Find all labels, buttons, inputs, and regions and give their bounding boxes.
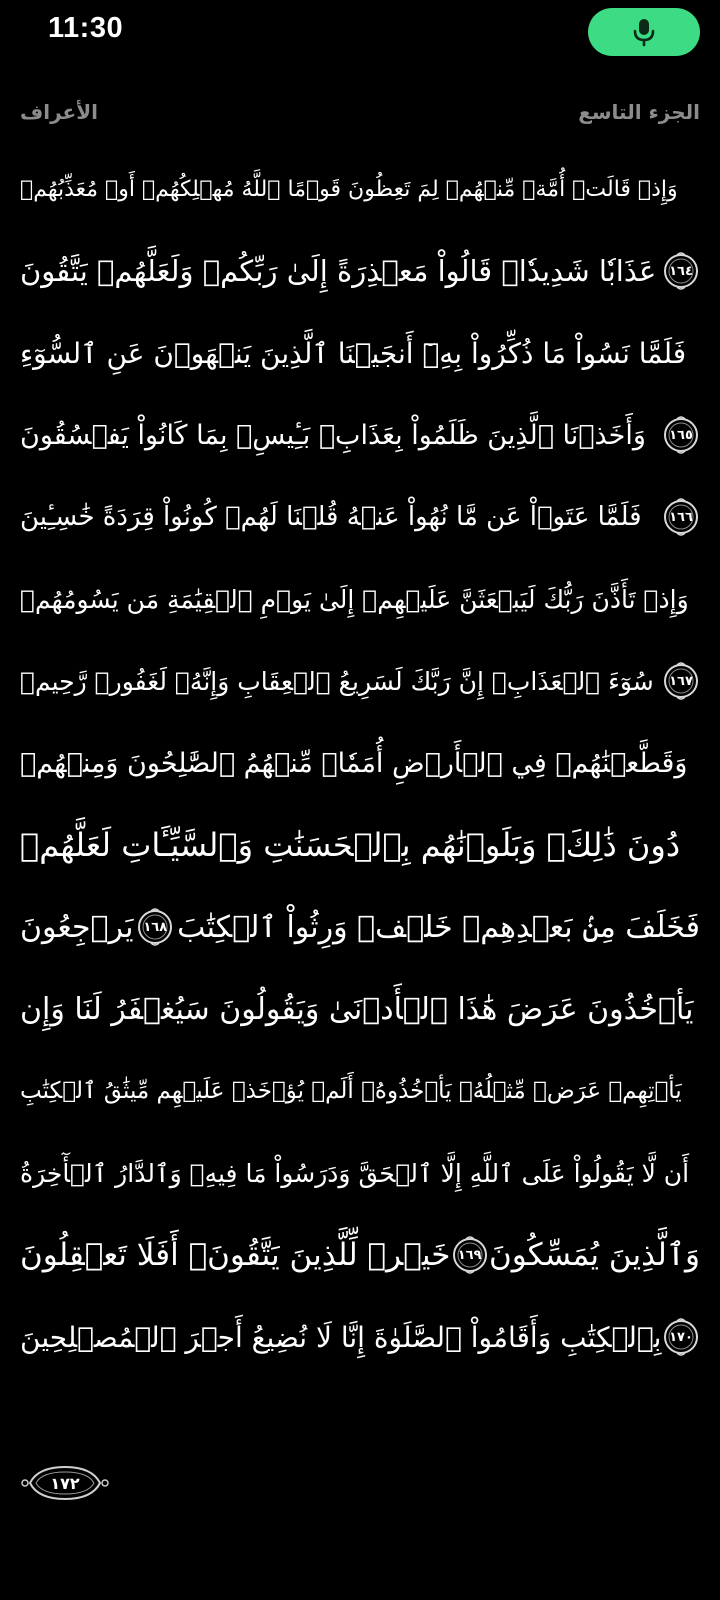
quran-line[interactable] — [20, 804, 700, 886]
verse-text[interactable]: خَيۡرٞ لِّلَّذِينَ يَتَّقُونَۚ أَفَلَا تَعۡقِلُونَ — [20, 1237, 451, 1273]
ayah-number: ١٦٤ — [669, 263, 693, 279]
ayah-marker[interactable] — [662, 660, 700, 702]
page-number-badge — [20, 1464, 110, 1502]
ayah-marker[interactable] — [662, 1316, 700, 1358]
verse-text[interactable]: بِٱلۡكِتَٰبِ وَأَقَامُواْ ٱلصَّلَوٰةَ إِنَّا لَا نُضِيعُ أَجۡرَ ٱلۡمُصۡلِحِينَ — [20, 1320, 662, 1354]
microphone-icon — [631, 17, 657, 47]
ayah-number: ١٧٠ — [669, 1329, 693, 1345]
quran-line[interactable] — [20, 886, 700, 968]
verse-text[interactable]: يَرۡجِعُونَ — [20, 909, 134, 945]
voice-search-button[interactable] — [588, 8, 700, 56]
surah-title[interactable]: الأعراف — [20, 100, 98, 124]
verse-text[interactable]: فَخَلَفَ مِنۢ بَعۡدِهِمۡ خَلۡفٞ وَرِثُواْ ٱلۡكِتَٰبَ — [177, 909, 700, 945]
verse-text[interactable]: وَٱلَّذِينَ يُمَسِّكُونَ — [488, 1237, 700, 1273]
quran-page[interactable] — [20, 148, 700, 1378]
quran-line[interactable] — [20, 1214, 700, 1296]
quran-line[interactable] — [20, 312, 700, 394]
page-header — [0, 96, 720, 132]
status-bar — [0, 0, 720, 64]
quran-line[interactable] — [20, 968, 700, 1050]
verse-text[interactable]: يَأۡخُذُونَ عَرَضَ هَٰذَا ٱلۡأَدۡنَىٰ وَيَقُولُونَ سَيُغۡفَرُ لَنَا وَإِن — [20, 991, 694, 1027]
verse-text[interactable]: وَإِذۡ تَأَذَّنَ رَبُّكَ لَيَبۡعَثَنَّ عَلَيۡهِمۡ إِلَىٰ يَوۡمِ ٱلۡقِيَٰمَةِ مَن يَسُومُهُمۡ — [20, 584, 689, 614]
quran-line[interactable] — [20, 230, 700, 312]
verse-text[interactable]: وَأَخَذۡنَا ٱلَّذِينَ ظَلَمُواْ بِعَذَابِۭ بَـِٔيسِۭ بِمَا كَانُواْ يَفۡسُقُونَ — [20, 419, 646, 451]
ayah-marker[interactable] — [662, 250, 700, 292]
verse-text[interactable]: فَلَمَّا عَتَوۡاْ عَن مَّا نُهُواْ عَنۡهُ قُلۡنَا لَهُمۡ كُونُواْ قِرَدَةً خَٰسِـِٔينَ — [20, 502, 642, 532]
verse-text[interactable]: فَلَمَّا نَسُواْ مَا ذُكِّرُواْ بِهِۦٓ أَنجَيۡنَا ٱلَّذِينَ يَنۡهَوۡنَ عَنِ ٱلسُّوٓءِ — [20, 336, 687, 370]
ayah-number: ١٦٨ — [143, 919, 168, 935]
ayah-number: ١٦٥ — [669, 427, 693, 443]
verse-text[interactable]: وَقَطَّعۡنَٰهُمۡ فِي ٱلۡأَرۡضِ أُمَمٗاۖ مِّنۡهُمُ ٱلصَّٰلِحُونَ وَمِنۡهُمۡ — [20, 747, 688, 779]
ayah-marker[interactable] — [451, 1234, 489, 1276]
ayah-number: ١٦٧ — [669, 673, 693, 689]
verse-text[interactable]: أَن لَّا يَقُولُواْ عَلَى ٱللَّهِ إِلَّا ٱلۡحَقَّ وَدَرَسُواْ مَا فِيهِۗ وَٱلدَّارُ ٱلۡأٓخِرَةُ — [20, 1158, 690, 1188]
quran-line[interactable] — [20, 1132, 700, 1214]
quran-line[interactable] — [20, 1296, 700, 1378]
status-time: 11:30 — [48, 12, 124, 44]
ayah-number: ١٦٦ — [669, 509, 693, 525]
verse-text[interactable]: يَأۡتِهِمۡ عَرَضٞ مِّثۡلُهُۥ يَأۡخُذُوهُۚ أَلَمۡ يُؤۡخَذۡ عَلَيۡهِم مِّيثَٰقُ ٱلۡكِتَٰبِ — [20, 1078, 682, 1104]
quran-line[interactable] — [20, 722, 700, 804]
quran-line[interactable] — [20, 476, 700, 558]
juz-title[interactable]: الجزء التاسع — [578, 100, 700, 124]
ayah-marker[interactable] — [136, 906, 174, 948]
quran-line[interactable] — [20, 1050, 700, 1132]
verse-text[interactable]: دُونَ ذَٰلِكَۖ وَبَلَوۡنَٰهُم بِٱلۡحَسَنَٰتِ وَٱلسَّيِّـَٔاتِ لَعَلَّهُمۡ — [20, 826, 681, 864]
verse-text[interactable]: وَإِذۡ قَالَتۡ أُمَّةٞ مِّنۡهُمۡ لِمَ تَعِظُونَ قَوۡمًا ٱللَّهُ مُهۡلِكُهُمۡ أَوۡ مُعَذِّبُهُمۡ — [20, 176, 678, 202]
quran-line[interactable] — [20, 394, 700, 476]
quran-line[interactable] — [20, 640, 700, 722]
quran-line[interactable] — [20, 148, 700, 230]
verse-text[interactable]: سُوٓءَ ٱلۡعَذَابِۗ إِنَّ رَبَّكَ لَسَرِيعُ ٱلۡعِقَابِ وَإِنَّهُۥ لَغَفُورٞ رَّحِيمٞ — [20, 666, 654, 696]
ayah-marker[interactable] — [662, 496, 700, 538]
quran-line[interactable] — [20, 558, 700, 640]
ayah-number: ١٦٩ — [457, 1247, 482, 1263]
page-number: ١٧٢ — [50, 1473, 80, 1493]
ayah-marker[interactable] — [662, 414, 700, 456]
verse-text[interactable]: عَذَابٗا شَدِيدٗاۖ قَالُواْ مَعۡذِرَةً إِلَىٰ رَبِّكُمۡ وَلَعَلَّهُمۡ يَتَّقُونَ — [20, 254, 657, 288]
